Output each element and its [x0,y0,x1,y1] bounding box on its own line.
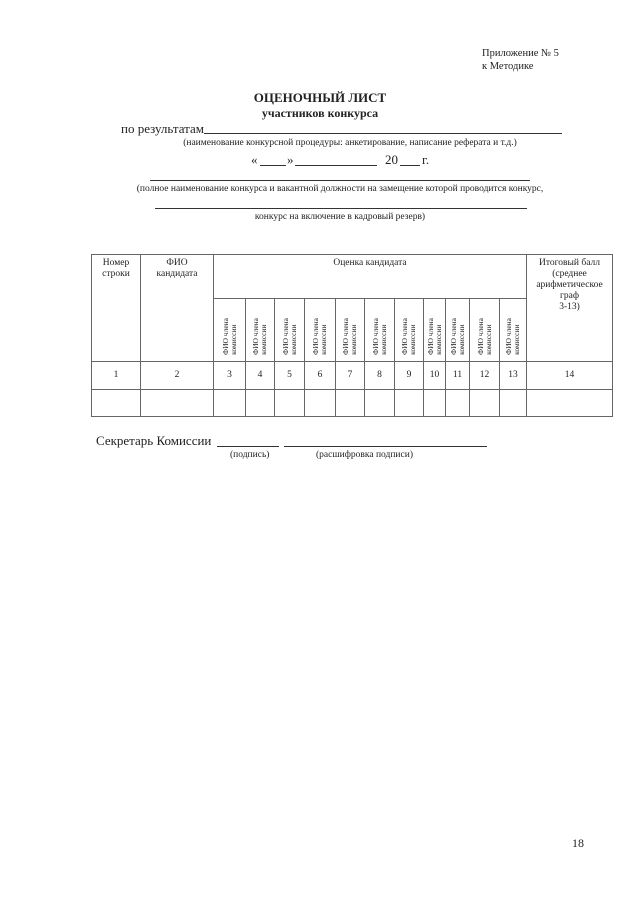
table-cell[interactable] [395,390,424,417]
quote-open: « [251,152,258,167]
table-cell[interactable] [500,390,527,417]
column-number: 4 [246,362,275,390]
year-field[interactable] [400,165,420,166]
member-header: ФИО члена комиссии [220,318,238,355]
appendix-note [482,47,559,73]
signature-caption: (подпись) [230,450,270,460]
contest-caption-2: конкурс на включение в кадровый резерв) [254,212,426,222]
table-cell[interactable] [141,390,214,417]
header-total: Итоговый балл (среднее арифметическое граф 3-13) [527,255,613,362]
header-fio: ФИО кандидата [141,255,214,362]
member-header: ФИО члена комиссии [448,318,466,355]
member-header: ФИО члена комиссии [280,318,298,355]
column-number: 1 [92,362,141,390]
day-field[interactable] [260,165,286,166]
column-number: 6 [305,362,336,390]
member-header: ФИО члена комиссии [400,318,417,355]
member-header: ФИО члена комиссии [341,318,358,355]
secretary-label: Секретарь Комиссии [96,433,212,448]
member-header: ФИО члена комиссии [475,318,493,355]
member-header: ФИО члена комиссии [504,318,521,355]
column-number: 10 [424,362,446,390]
year-prefix: 20 [385,152,398,167]
column-number: 13 [500,362,527,390]
column-number: 2 [141,362,214,390]
table-cell[interactable] [527,390,613,417]
column-number: 7 [336,362,365,390]
appendix-line-1: Приложение № 5 [482,48,559,59]
table-cell[interactable] [446,390,470,417]
header-row-number: Номер строки [92,255,141,362]
member-header: ФИО члена комиссии [251,318,268,355]
decryption-caption: (расшифровка подписи) [316,450,413,460]
procedure-name-field[interactable] [204,133,562,134]
signature-field[interactable] [217,446,279,447]
month-field[interactable] [295,165,377,166]
page-number: 18 [572,836,584,850]
table-cell[interactable] [424,390,446,417]
appendix-line-2: к Методике [482,61,534,72]
table-cell[interactable] [365,390,395,417]
table-cell[interactable] [246,390,275,417]
column-number: 9 [395,362,424,390]
quote-close: » [287,152,294,167]
document-title: ОЦЕНОЧНЫЙ ЛИСТ [253,90,387,105]
contest-name-field[interactable] [150,180,530,181]
table-cell[interactable] [92,390,141,417]
procedure-caption: (наименование конкурсной процедуры: анкетирование, написание реферата и т.д.) [183,138,517,148]
column-number: 5 [275,362,305,390]
table-cell[interactable] [336,390,365,417]
column-number: 14 [527,362,613,390]
table-cell[interactable] [305,390,336,417]
member-header: ФИО члена комиссии [425,318,443,355]
column-number: 3 [214,362,246,390]
results-label: по результатам [121,121,204,136]
contest-name-field-2[interactable] [155,208,527,209]
evaluation-table [91,254,613,417]
table-cell[interactable] [214,390,246,417]
decryption-field[interactable] [284,446,487,447]
column-number: 12 [470,362,500,390]
member-header: ФИО члена комиссии [311,318,328,355]
table-cell[interactable] [275,390,305,417]
header-evaluation: Оценка кандидата [214,255,527,299]
column-number: 11 [446,362,470,390]
table-cell[interactable] [470,390,500,417]
member-header: ФИО члена комиссии [370,318,388,355]
document-subtitle: участников конкурса [261,106,379,120]
contest-caption-1: (полное наименование конкурса и вакантной должности на замещение которой проводится конкурс, [136,184,544,194]
year-suffix: г. [422,152,430,167]
column-number: 8 [365,362,395,390]
